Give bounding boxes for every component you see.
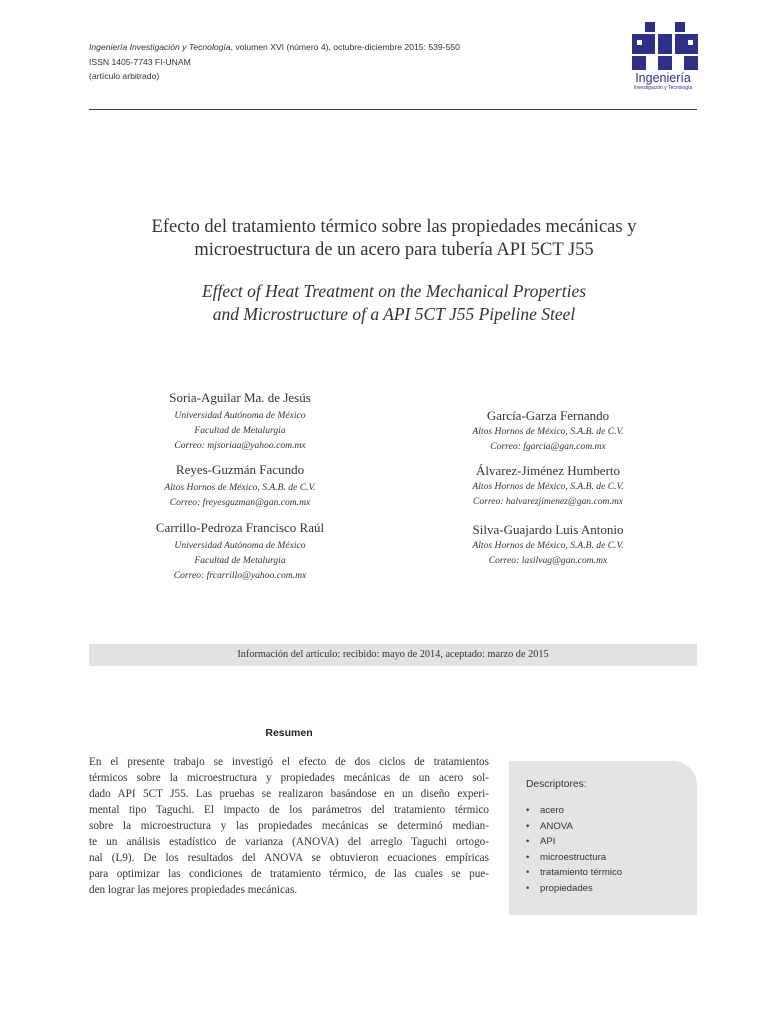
abstract-line: térmicos sobre la microestructura y propiedades mecánicas de un acero sol-	[89, 772, 489, 784]
abstract-line: dado API 5CT J55. Las pruebas se realizaron basándose en un diseño experi-	[89, 788, 489, 800]
author-email: Correo: fgarcia@gan.com.mx	[490, 441, 606, 452]
author-email: Correo: lasilvag@gan.com.mx	[488, 555, 608, 566]
keyword-label: propiedades	[540, 882, 593, 894]
title-spanish-line: Efecto del tratamiento térmico sobre las propiedades mecánicas y	[151, 217, 637, 237]
keywords-heading: Descriptores:	[526, 779, 587, 790]
author-affiliation: Universidad Autónoma de México	[174, 540, 306, 551]
title-english-line: Effect of Heat Treatment on the Mechanical Properties	[201, 281, 587, 301]
abstract-line: den lograr las mejores propiedades mecánicas.	[89, 884, 298, 896]
keyword-item: • tratamiento térmico	[526, 867, 623, 878]
author-name: Soria-Aguilar Ma. de Jesús	[169, 390, 311, 405]
keyword-item: • ANOVA	[526, 820, 573, 832]
abstract-line: nal (L9). De los resultados del ANOVA se obtuvieron ecuaciones empíricas	[89, 852, 489, 864]
author-affiliation: Universidad Autónoma de México	[174, 410, 306, 421]
author-name: Álvarez-Jiménez Humberto	[475, 463, 621, 478]
logo-tagline: Investigación y Tecnología	[633, 85, 693, 91]
author-email: Correo: mjsoriaa@yahoo.com.mx	[174, 440, 306, 451]
author-name: Silva-Guajardo Luis Antonio	[472, 522, 624, 537]
abstract-line: sobre la microestructura y las propiedades mecánicas se determinó median-	[89, 820, 489, 832]
abstract-line: En el presente trabajo se investigó el efecto de dos ciclos de tratamientos	[89, 756, 489, 768]
article-info-bar: Información del artículo: recibido: mayo de 2014, aceptado: marzo de 2015	[89, 644, 697, 666]
author-affiliation: Facultad de Metalurgia	[194, 425, 286, 436]
author-block	[105, 461, 375, 510]
keyword-item: • microestructura	[526, 851, 607, 863]
author-email: Correo: halvarezjimenez@gan.com.mx	[472, 496, 624, 507]
abstract-line: para optimizar las condiciones de tratamiento térmico, de las cuales se pue-	[89, 868, 489, 880]
title-spanish-line: microestructura de un acero para tubería API 5CT J55	[194, 240, 594, 260]
logo-name: Ingeniería	[635, 71, 691, 85]
title-spanish	[60, 216, 728, 262]
citation-details: , volumen XVI (número 4), octubre-diciembre 2015: 539-550	[230, 42, 460, 52]
abstract-line: te un análisis estadístico de varianza (ANOVA) del arreglo Taguchi ortogo-	[89, 836, 489, 848]
keywords-box	[509, 761, 697, 915]
author-email: Correo: freyesguzman@gan.com.mx	[169, 497, 311, 508]
keyword-label: ANOVA	[540, 820, 573, 832]
author-affiliation: Altos Hornos de México, S.A.B. de C.V.	[472, 426, 624, 437]
abstract-text	[89, 754, 489, 898]
author-affiliation: Facultad de Metalurgia	[194, 555, 286, 566]
title-english	[60, 280, 728, 326]
author-affiliation: Altos Hornos de México, S.A.B. de C.V.	[472, 481, 624, 492]
author-block	[105, 519, 375, 583]
author-affiliation: Altos Hornos de México, S.A.B. de C.V.	[472, 540, 624, 551]
keywords-list	[526, 803, 622, 896]
keyword-item: • acero	[526, 805, 564, 816]
abstract-line: mental tipo Taguchi. El impacto de los parámetros del tratamiento térmico	[89, 804, 489, 816]
author-block	[110, 389, 370, 453]
author-name: Reyes-Guzmán Facundo	[175, 462, 305, 477]
journal-name: Ingeniería Investigación y Tecnología	[89, 42, 231, 52]
journal-header	[89, 40, 460, 84]
author-name: Carrillo-Pedroza Francisco Raúl	[155, 520, 325, 535]
author-email: Correo: frcarrillo@yahoo.com.mx	[173, 570, 307, 581]
keyword-item: • propiedades	[526, 882, 593, 894]
header-rule	[89, 109, 697, 110]
author-name: García-Garza Fernando	[486, 408, 610, 423]
refereed-note: (artículo arbitrado)	[89, 71, 160, 81]
abstract-heading: Resumen	[265, 727, 313, 739]
citation-line	[89, 40, 460, 55]
logo-wordmark	[612, 71, 714, 92]
keyword-label: acero	[540, 805, 564, 816]
keyword-label: microestructura	[540, 851, 607, 863]
author-block	[413, 462, 683, 509]
author-affiliation: Altos Hornos de México, S.A.B. de C.V.	[164, 482, 316, 493]
keyword-label: API	[540, 836, 556, 847]
keyword-item: • API	[526, 836, 556, 847]
issn: ISSN 1405-7743 FI-UNAM	[89, 56, 191, 67]
keyword-label: tratamiento térmico	[540, 867, 623, 878]
author-block	[413, 407, 683, 454]
title-english-line: and Microstructure of a API 5CT J55 Pipeline Steel	[212, 304, 576, 324]
author-block	[413, 521, 683, 568]
